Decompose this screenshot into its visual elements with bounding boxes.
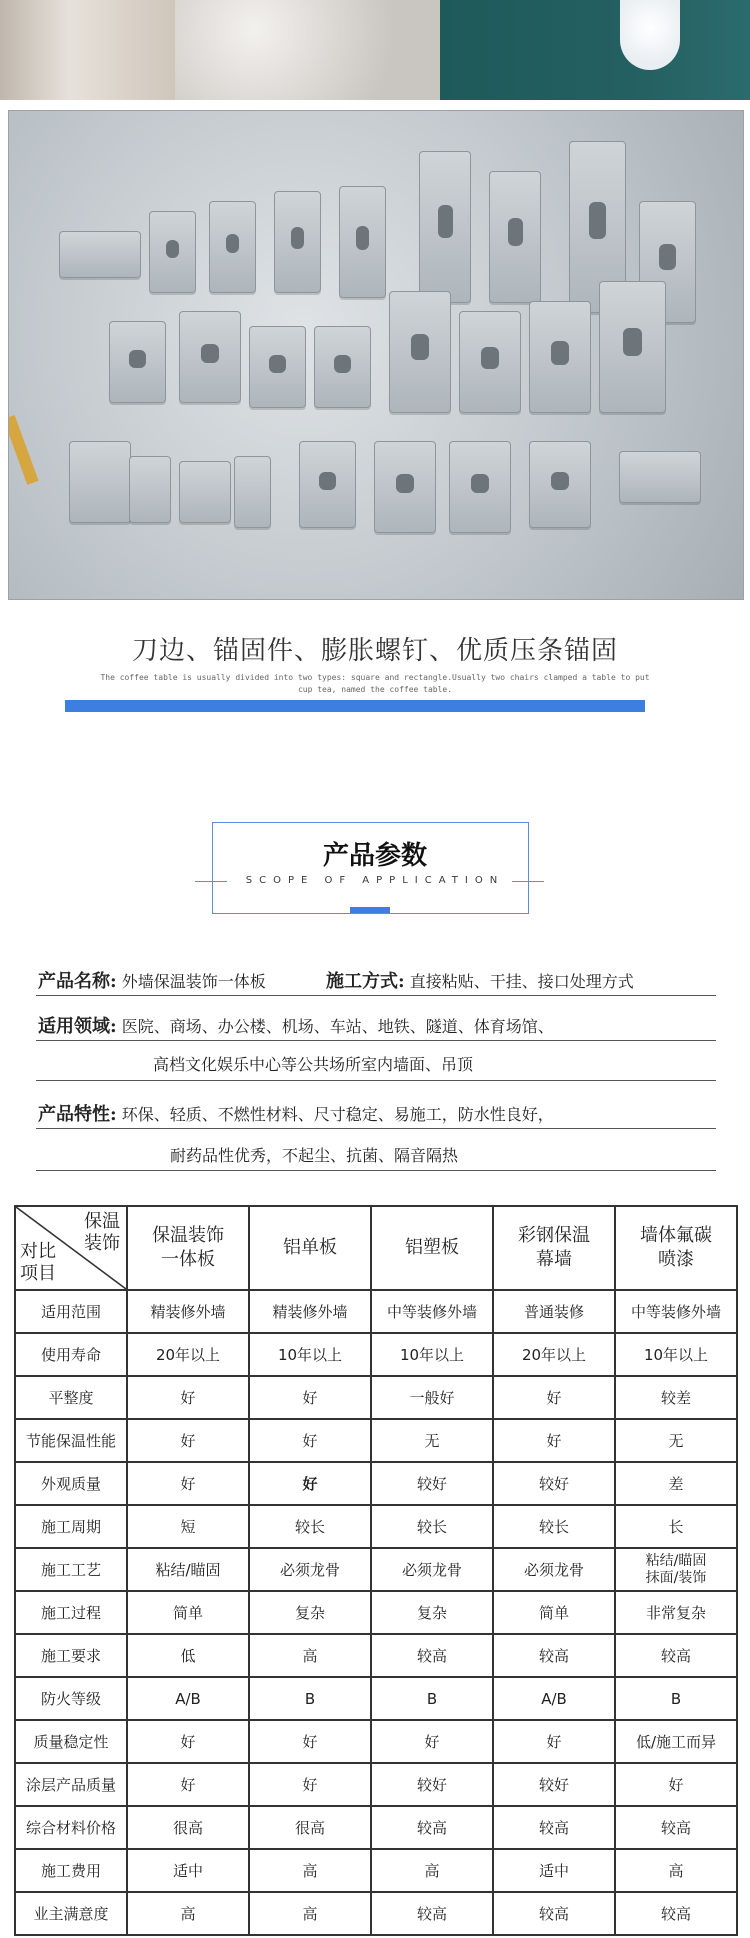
- table-row: [15, 1591, 737, 1634]
- application-field-label: 适用领域:: [38, 1016, 117, 1037]
- product-name-line: [38, 967, 718, 993]
- anchor-parts-photo: [8, 110, 744, 600]
- table-cell: A/B: [493, 1677, 615, 1720]
- table-row-label: 使用寿命: [15, 1333, 127, 1376]
- table-cell: 10年以上: [371, 1333, 493, 1376]
- table-row-label: 防火等级: [15, 1677, 127, 1720]
- table-cell: 高: [249, 1892, 371, 1935]
- table-cell: 长: [615, 1505, 737, 1548]
- table-cell: 好: [127, 1462, 249, 1505]
- table-row-label: 施工要求: [15, 1634, 127, 1677]
- table-row-label: 节能保温性能: [15, 1419, 127, 1462]
- table-cell: 较高: [615, 1634, 737, 1677]
- table-cell: 很高: [127, 1806, 249, 1849]
- table-row-label: 施工费用: [15, 1849, 127, 1892]
- table-cell: 简单: [127, 1591, 249, 1634]
- table-cell: 高: [127, 1892, 249, 1935]
- table-cell: 低/施工而异: [615, 1720, 737, 1763]
- construction-method-value: 直接粘贴、干挂、接口处理方式: [409, 972, 634, 991]
- table-row: [15, 1634, 737, 1677]
- table-cell: 好: [493, 1419, 615, 1462]
- table-row: [15, 1462, 737, 1505]
- table-cell: 好: [127, 1419, 249, 1462]
- table-cell: 中等装修外墙: [615, 1290, 737, 1333]
- granite-panel-image: [175, 0, 440, 100]
- table-cell: 较高: [615, 1892, 737, 1935]
- table-cell: 好: [249, 1376, 371, 1419]
- table-row-label: 施工过程: [15, 1591, 127, 1634]
- table-cell: 好: [249, 1419, 371, 1462]
- table-cell: 较高: [371, 1892, 493, 1935]
- table-row-label: 外观质量: [15, 1462, 127, 1505]
- table-cell: 复杂: [249, 1591, 371, 1634]
- table-cell: 较长: [493, 1505, 615, 1548]
- table-cell: 精装修外墙: [127, 1290, 249, 1333]
- table-row: [15, 1505, 737, 1548]
- table-row: [15, 1763, 737, 1806]
- product-feature-value-1: 环保、轻质、不燃性材料、尺寸稳定、易施工，防水性良好，: [121, 1105, 554, 1124]
- table-cell: 适中: [493, 1849, 615, 1892]
- table-cell: 很高: [249, 1806, 371, 1849]
- corner-bottom-label: 对比 项目: [20, 1241, 56, 1284]
- top-photo-strip: [0, 0, 750, 100]
- caption-subtitle: The coffee table is usually divided into two types: square and rectangle.Usually two chairs clamped a table to put cup tea, named the coffee table.: [100, 673, 650, 694]
- table-cell: 必须龙骨: [249, 1548, 371, 1591]
- divider-2: [36, 1040, 716, 1041]
- table-row: [15, 1333, 737, 1376]
- product-feature-value-2: 耐药品性优秀，不起尘、抗菌、隔音隔热: [170, 1146, 459, 1165]
- table-cell: A/B: [127, 1677, 249, 1720]
- table-cell: 好: [127, 1376, 249, 1419]
- table-cell: 高: [615, 1849, 737, 1892]
- table-cell: 20年以上: [493, 1333, 615, 1376]
- table-cell: 好: [371, 1720, 493, 1763]
- table-cell: 较好: [493, 1462, 615, 1505]
- table-cell: 短: [127, 1505, 249, 1548]
- table-cell: 好: [249, 1720, 371, 1763]
- table-cell: 好: [127, 1720, 249, 1763]
- table-column-header: 铝单板: [249, 1206, 371, 1290]
- table-cell: B: [615, 1677, 737, 1720]
- table-cell: 好: [249, 1763, 371, 1806]
- table-cell: 粘结/瞄固: [127, 1548, 249, 1591]
- table-cell: 10年以上: [249, 1333, 371, 1376]
- table-cell: 好: [127, 1763, 249, 1806]
- table-cell: 较长: [371, 1505, 493, 1548]
- stone-panel-image: [0, 0, 175, 100]
- table-column-header: 墙体氟碳 喷漆: [615, 1206, 737, 1290]
- table-cell: 无: [615, 1419, 737, 1462]
- expansion-bolt-image: [8, 415, 39, 485]
- table-row-label: 平整度: [15, 1376, 127, 1419]
- product-name-label: 产品名称:: [38, 971, 117, 992]
- table-cell: B: [371, 1677, 493, 1720]
- section-divider-left: [195, 881, 227, 882]
- divider-4: [36, 1128, 716, 1129]
- table-cell: 复杂: [371, 1591, 493, 1634]
- table-column-header: 彩钢保温 幕墙: [493, 1206, 615, 1290]
- table-header-row: [15, 1206, 737, 1290]
- table-cell: 普通装修: [493, 1290, 615, 1333]
- table-cell: 高: [249, 1849, 371, 1892]
- table-cell: 较好: [371, 1462, 493, 1505]
- table-cell: 较高: [493, 1892, 615, 1935]
- table-cell: 高: [249, 1634, 371, 1677]
- table-row-label: 综合材料价格: [15, 1806, 127, 1849]
- table-cell: 较高: [615, 1806, 737, 1849]
- section-subtitle: SCOPE OF APPLICATION: [245, 875, 505, 886]
- table-cell: 10年以上: [615, 1333, 737, 1376]
- table-cell: 较高: [493, 1634, 615, 1677]
- table-row: [15, 1892, 737, 1935]
- table-cell: 较差: [615, 1376, 737, 1419]
- table-cell: 适中: [127, 1849, 249, 1892]
- table-row-label: 质量稳定性: [15, 1720, 127, 1763]
- section-divider-right: [512, 881, 544, 882]
- table-row: [15, 1720, 737, 1763]
- table-cell: 较好: [371, 1763, 493, 1806]
- table-cell: 无: [371, 1419, 493, 1462]
- section-accent-tab: [350, 907, 390, 913]
- white-object-image: [620, 0, 680, 70]
- corner-top-label: 保温 装饰: [84, 1211, 120, 1254]
- product-feature-label: 产品特性:: [38, 1104, 117, 1125]
- table-row: [15, 1419, 737, 1462]
- section-title: 产品参数: [322, 841, 427, 871]
- table-row: [15, 1548, 737, 1591]
- application-field-line: [38, 1012, 718, 1038]
- table-cell: 简单: [493, 1591, 615, 1634]
- application-field-value-1: 医院、商场、办公楼、机场、车站、地铁、隧道、体育场馆、: [121, 1017, 554, 1036]
- table-cell: 必须龙骨: [371, 1548, 493, 1591]
- table-cell: 较高: [371, 1806, 493, 1849]
- table-cell: 20年以上: [127, 1333, 249, 1376]
- table-cell: 好: [493, 1720, 615, 1763]
- table-cell: 精装修外墙: [249, 1290, 371, 1333]
- table-cell: 较高: [371, 1634, 493, 1677]
- table-row: [15, 1376, 737, 1419]
- table-cell: 差: [615, 1462, 737, 1505]
- table-cell: 必须龙骨: [493, 1548, 615, 1591]
- divider-5: [36, 1170, 716, 1171]
- divider-1: [36, 995, 716, 996]
- divider-3: [36, 1080, 716, 1081]
- table-cell: 较高: [493, 1806, 615, 1849]
- table-cell: 低: [127, 1634, 249, 1677]
- table-cell: 粘结/瞄固 抹面/装饰: [615, 1548, 737, 1591]
- table-row-label: 适用范围: [15, 1290, 127, 1333]
- table-column-header: 保温装饰 一体板: [127, 1206, 249, 1290]
- table-row-label: 业主满意度: [15, 1892, 127, 1935]
- table-row: [15, 1290, 737, 1333]
- table-row-label: 施工工艺: [15, 1548, 127, 1591]
- table-corner-cell: [15, 1206, 127, 1290]
- table-cell: 好: [615, 1763, 737, 1806]
- comparison-table: [14, 1205, 738, 1936]
- table-row: [15, 1677, 737, 1720]
- table-row: [15, 1806, 737, 1849]
- table-cell: 好: [493, 1376, 615, 1419]
- product-feature-line: [38, 1100, 718, 1126]
- table-cell: 好: [249, 1462, 371, 1505]
- table-row: [15, 1849, 737, 1892]
- table-cell: 较好: [493, 1763, 615, 1806]
- table-cell: 一般好: [371, 1376, 493, 1419]
- teal-panel-image: [440, 0, 750, 100]
- table-cell: 较长: [249, 1505, 371, 1548]
- caption-accent-bar: [65, 700, 645, 712]
- construction-method-label: 施工方式:: [325, 971, 405, 992]
- table-cell: 中等装修外墙: [371, 1290, 493, 1333]
- table-row-label: 施工周期: [15, 1505, 127, 1548]
- product-name-value: 外墙保温装饰一体板: [121, 972, 266, 991]
- table-cell: B: [249, 1677, 371, 1720]
- table-row-label: 涂层产品质量: [15, 1763, 127, 1806]
- table-cell: 非常复杂: [615, 1591, 737, 1634]
- table-column-header: 铝塑板: [371, 1206, 493, 1290]
- caption-title: 刀边、锚固件、膨胀螺钉、优质压条锚固: [131, 636, 618, 666]
- application-field-value-2: 高档文化娱乐中心等公共场所室内墙面、吊顶: [153, 1055, 474, 1074]
- table-cell: 高: [371, 1849, 493, 1892]
